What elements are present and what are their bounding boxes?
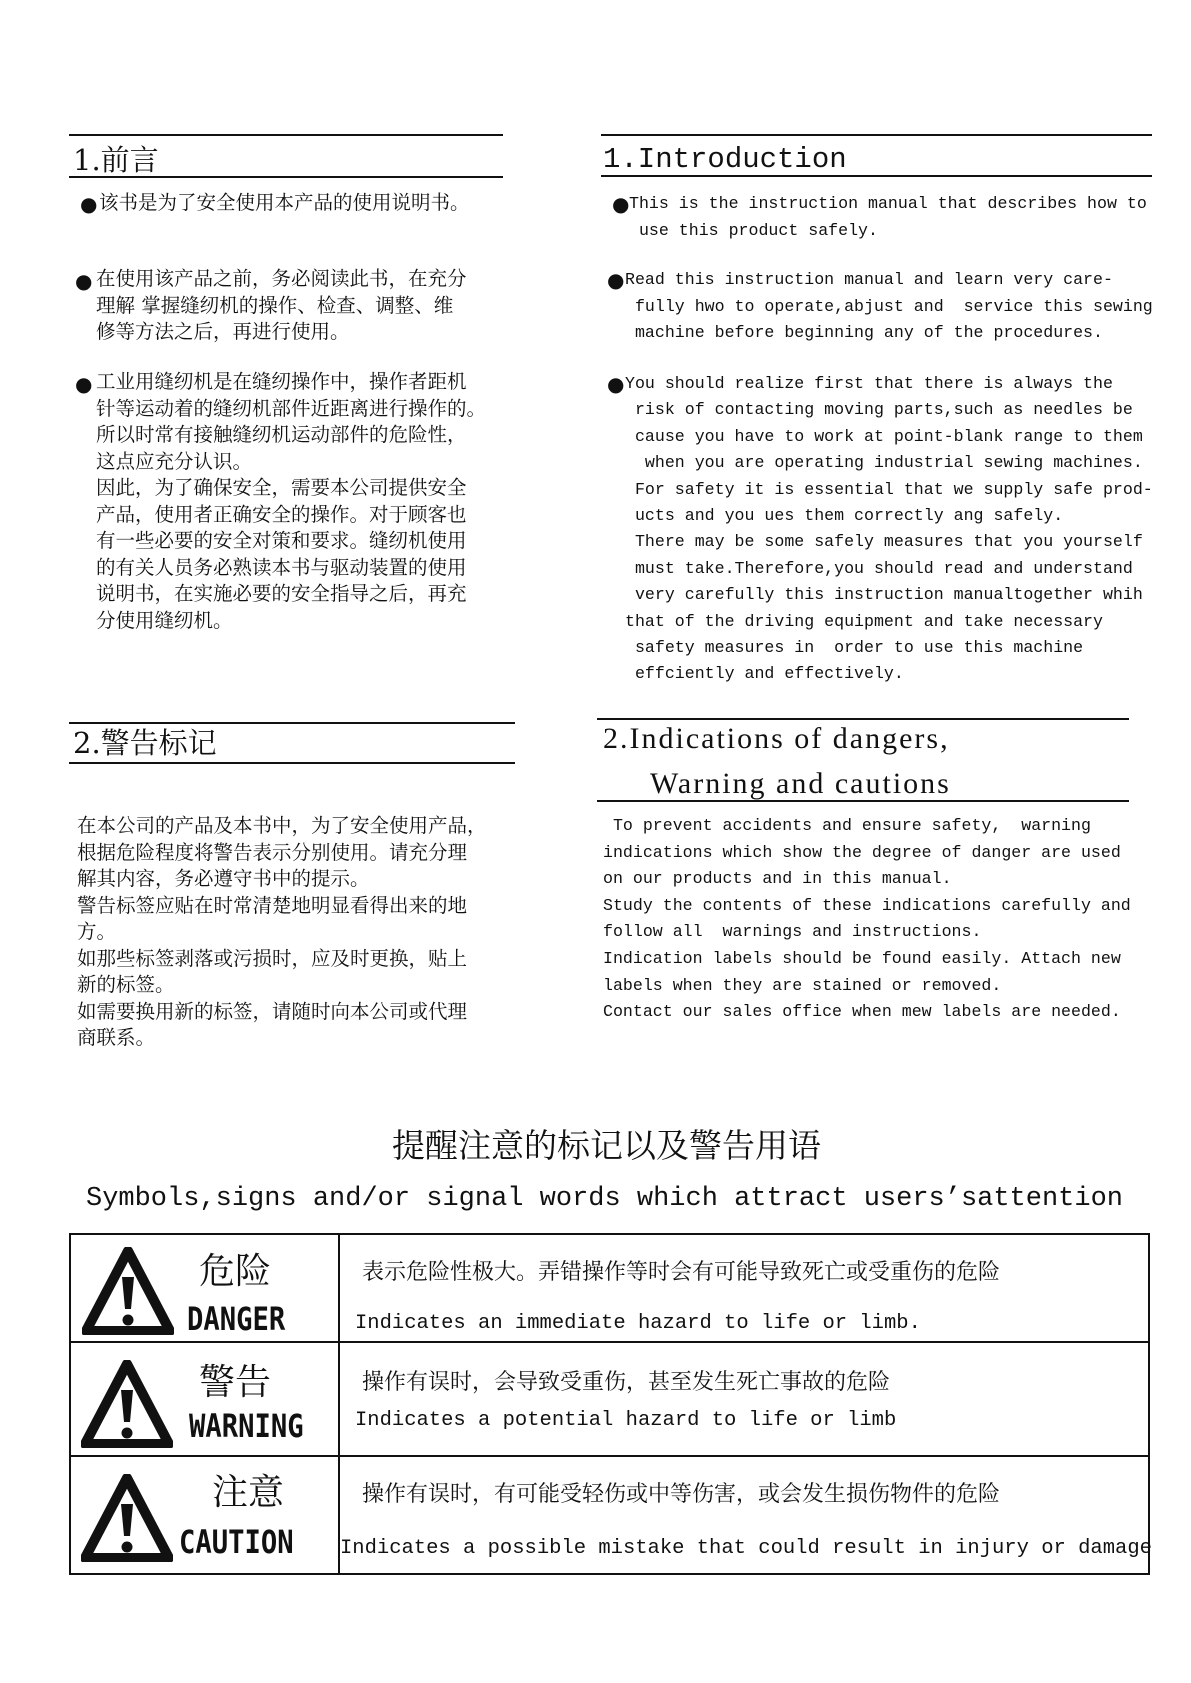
desc-cell-caution — [339, 1456, 1152, 1574]
left-s1-bullet-1: 该书是为了安全使用本产品的使用说明书。 — [99, 191, 470, 214]
symbol-label-en: WARNING — [189, 1407, 304, 1445]
symbol-cell-caution — [70, 1456, 339, 1574]
right-s2-heading-line2: Warning and cautions — [650, 767, 951, 800]
left-s1-top-rule — [69, 134, 503, 136]
symbols-title-en: Symbols,signs and/or signal words which attract users’sattention — [86, 1184, 1123, 1214]
warning-triangle-icon — [81, 1474, 173, 1562]
desc-cn: 表示危险性极大。弄错操作等时会有可能导致死亡或受重伤的危险 — [362, 1260, 1001, 1285]
left-s2-body: 在本公司的产品及本书中，为了安全使用产品， 根据危险程度将警告表示分别使用。请充分理 解其内容，务必遵守书中的提示。 警告标签应贴在时常清楚地明显看得出来的地 方。 如那些标签剥落或污损时，应及时更换，贴上 新的标签。 如需要换用新的标签，请随时向本公司或代理 商联系。 — [77, 814, 487, 1049]
left-s1-bullet-3: 工业用缝纫机是在缝纫操作中，操作者距机 针等运动着的缝纫机部件近距离进行操作的。 所以时常有接触缝纫机运动部件的危险性， 这点应充分认识。 因此，为了确保安全，需要本公司提供安全 产品，使用者正确安全的操作。对于顾客也 有一些必要的安全对策和要求。缝纫机使用 的有关人员务必熟读本书与驱动装置的使用 说明书，在实施必要的安全指导之后，再充 分使用缝纫机。 — [96, 370, 487, 632]
right-s2-body: To prevent accidents and ensure safety, warning indications which show the degree of danger are used on our products and in this manual. Study the contents of these indications carefully and follow all warnings and instructions. Indication labels should be found easily. Attach new labels when they are stained or removed. Contact our sales office when mew labels are needed. — [603, 816, 1131, 1022]
symbol-label-cn: 警告 — [199, 1362, 272, 1403]
desc-en: Indicates a potential hazard to life or limb — [355, 1409, 897, 1432]
left-s1-bottom-rule — [69, 176, 503, 178]
symbol-label-cn: 危险 — [199, 1251, 272, 1292]
symbol-label-en: DANGER — [187, 1300, 286, 1338]
bullet-icon: ● — [607, 372, 625, 396]
symbols-title-cn: 提醒注意的标记以及警告用语 — [392, 1126, 821, 1165]
left-s2-bottom-rule — [69, 762, 515, 764]
left-s1-heading: 1.前言 — [73, 143, 159, 177]
desc-en: Indicates an immediate hazard to life or limb. — [355, 1312, 921, 1335]
bullet-icon: ● — [80, 192, 98, 216]
right-s2-bottom-rule — [597, 800, 1129, 802]
right-s1-bullet-3: You should realize first that there is always the risk of contacting moving parts,such as needles be cause you have to work at point-blank range to them when you are operating industrial sewing machines. For safety it is essential that we supply safe prod- ucts and you ues them correctly ang safely. There may be some safely measures that you yourself must take.Therefore,you should read and understand very carefully this instruction manualtogether whih that of the driving equipment and take necessary safety measures in order to use this machine effciently and effectively. — [625, 374, 1153, 684]
warning-triangle-icon — [82, 1247, 174, 1335]
desc-cn: 操作有误时，有可能受轻伤或中等伤害，或会发生损伤物件的危险 — [362, 1482, 1001, 1507]
desc-en: Indicates a possible mistake that could result in injury or damage — [340, 1537, 1152, 1560]
right-s2-heading-line1: 2.Indications of dangers, — [603, 722, 950, 755]
symbol-label-en: CAUTION — [179, 1523, 294, 1561]
symbol-label-cn: 注意 — [212, 1472, 285, 1513]
bullet-icon: ● — [607, 268, 625, 292]
left-s1-bullet-2: 在使用该产品之前，务必阅读此书，在充分 理解 掌握缝纫机的操作、检查、调整、维 修等方法之后，再进行使用。 — [96, 267, 467, 343]
symbol-cell-danger — [70, 1234, 339, 1342]
warning-triangle-icon — [81, 1360, 173, 1448]
table-row — [70, 1342, 1149, 1456]
bullet-icon: ● — [75, 269, 93, 293]
symbol-cell-warning — [70, 1342, 339, 1456]
symbols-table — [69, 1233, 1150, 1575]
left-s2-top-rule — [69, 722, 515, 724]
right-s1-top-rule — [601, 134, 1152, 136]
right-s1-bullet-1: This is the instruction manual that describes how to use this product safely. — [629, 194, 1147, 240]
desc-cell-warning — [339, 1342, 1149, 1456]
bullet-icon: ● — [75, 372, 93, 396]
right-s1-bottom-rule — [601, 175, 1152, 177]
right-s1-bullet-2: Read this instruction manual and learn very care- fully hwo to operate,abjust and service this sewing machine before beginning any of the procedures. — [625, 270, 1153, 343]
desc-cn: 操作有误时，会导致受重伤，甚至发生死亡事故的危险 — [362, 1370, 891, 1395]
right-s2-top-rule — [597, 718, 1129, 720]
desc-cell-danger — [339, 1234, 1149, 1342]
bullet-icon: ● — [612, 192, 630, 216]
right-s1-heading: 1.Introduction — [603, 143, 847, 176]
left-s2-heading: 2.警告标记 — [73, 726, 217, 760]
table-row — [70, 1456, 1149, 1574]
table-row — [70, 1234, 1149, 1342]
